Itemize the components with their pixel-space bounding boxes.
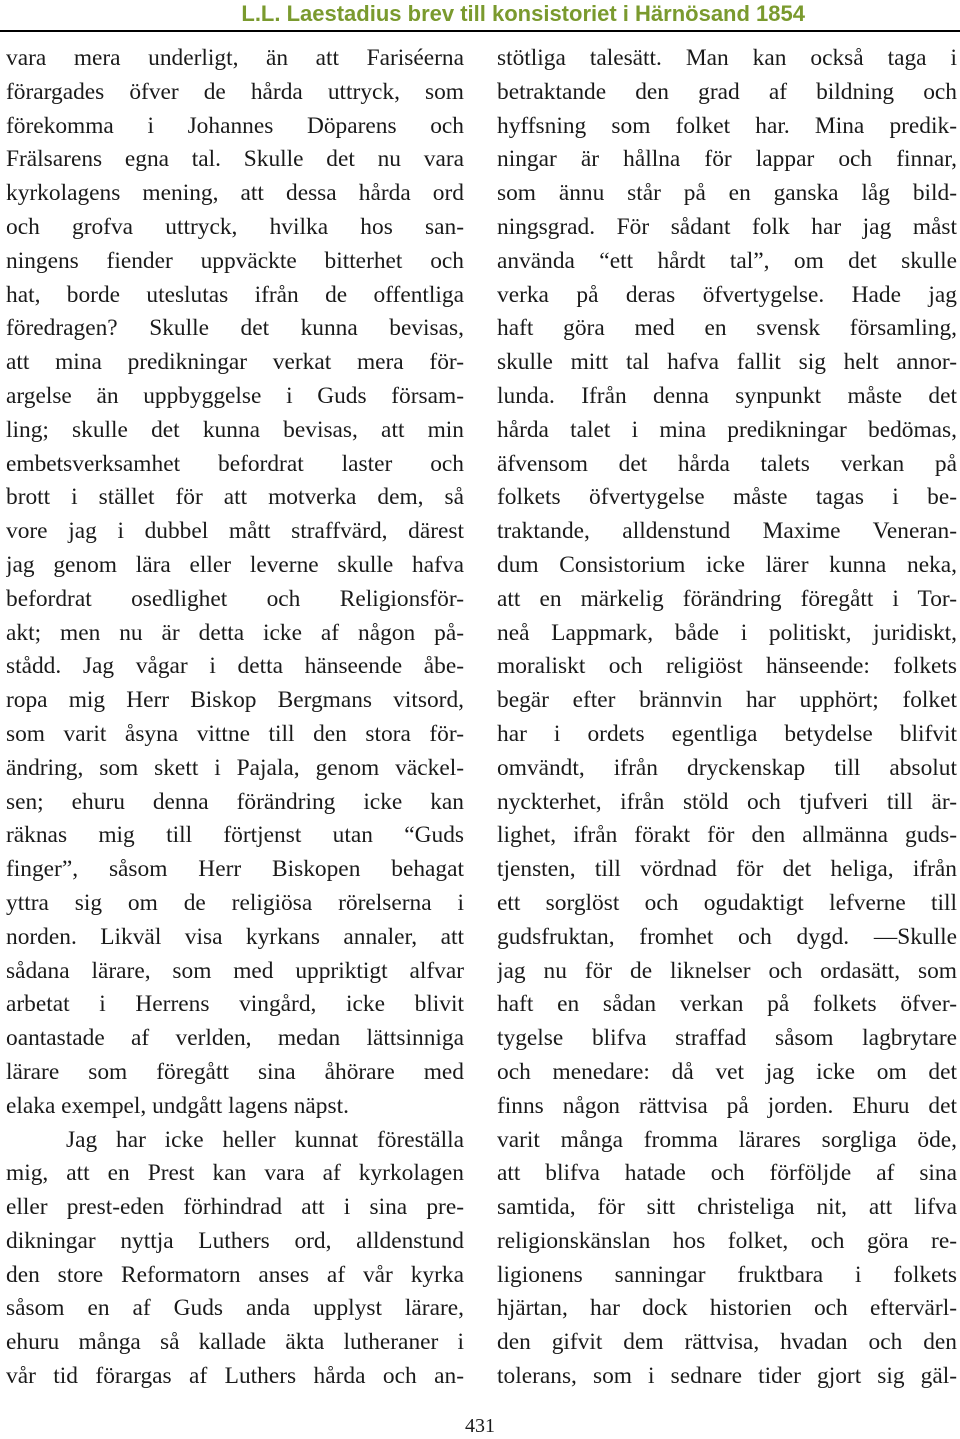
text-line: varit många fromma lärares sorgliga öde, [497,1126,957,1153]
text-line: argelse än uppbyggelse i Guds försam- [6,382,464,409]
text-line: ligionens sanningar fruktbara i folkets [497,1261,957,1288]
text-line: hårda talet i mina predikningar bedömas, [497,416,957,443]
text-line: neå Lappmark, både i politiskt, juridiskt, [497,619,957,646]
text-line: oantastade af verlden, medan lättsinniga [6,1025,464,1052]
page-number: 431 [465,1415,495,1437]
text-line: finger”, såsom Herr Biskopen behagat [6,856,464,883]
text-line: ningsgrad. För sådant folk har jag måst [497,213,957,240]
text-line: folkets öfvertygelse måste tagas i be- [497,484,957,511]
text-line: lärare som föregått sina åhörare med [6,1058,464,1085]
text-line: föredragen? Skulle det kunna bevisas, [6,315,464,342]
text-line: hjärtan, har dock historien och eftervärl- [497,1295,957,1322]
text-line: ling; skulle det kunna bevisas, att min [6,416,464,443]
text-line: elaka exempel, undgått lagens näpst. [6,1092,349,1119]
text-line: haft en sådan verkan på folkets öfver- [497,991,957,1018]
text-line: befordrat osedlighet och Religionsför- [6,585,464,612]
text-line: lighet, ifrån förakt för den allmänna guds- [497,822,957,849]
text-line: ningens fiender uppväckte bitterhet och [6,247,464,274]
text-line: tolerans, som i sednare tider gjort sig gäl- [497,1363,957,1390]
text-line: förargades öfver de hårda uttryck, som [6,78,464,105]
text-line: finns någon rättvisa på jorden. Ehuru det [497,1092,957,1119]
text-line: som ännu står på en ganska låg bild- [497,180,957,207]
text-line: vore jag i dubbel mått straffvärd, därest [6,518,464,545]
text-line: religionskänslan hos folket, och göra re- [497,1227,957,1254]
text-line: lunda. Ifrån denna synpunkt måste det [497,382,957,409]
text-line: moraliskt och religiöst hänseende: folkets [497,653,957,680]
text-line: hyffsning som folket har. Mina predik- [497,112,957,139]
text-line: dikningar nyttja Luthers ord, alldenstund [6,1227,464,1254]
text-line: tjensten, till vördnad för det heliga, ifrån [497,856,957,883]
text-line: jag genom lära eller leverne skulle hafva [6,551,464,578]
text-line: sen; ehuru denna förändring icke kan [6,788,464,815]
text-line: norden. Likväl visa kyrkans annaler, att [6,923,464,950]
text-line: den gifvit dem rättvisa, hvadan och den [497,1329,957,1356]
text-line: hat, borde uteslutas ifrån de offentliga [6,281,464,308]
text-line: som varit åsyna vittne till den stora för- [6,720,464,747]
text-line: att blifva hatade och förföljde af sina [497,1160,957,1187]
text-line: äfvensom det hårda talets verkan på [497,450,957,477]
text-line: gudsfruktan, fromhet och dygd. —Skulle [497,923,957,950]
text-line: förekomma i Johannes Döparens och [6,112,464,139]
text-line: att en märkelig förändring föregått i Tor- [497,585,957,612]
text-line: använda “ett hårdt tal”, om det skulle [497,247,957,274]
text-line: arbetat i Herrens vingård, icke blivit [6,991,464,1018]
text-line: akt; men nu är detta icke af någon på- [6,619,464,646]
text-line: stötliga talesätt. Man kan också taga i [497,45,957,71]
running-header: L.L. Laestadius brev till konsistoriet i Härnösand 1854 [0,0,960,32]
text-line: eller prest-eden förhindrad att i sina pre- [6,1194,464,1221]
text-line: skulle mitt tal hafva fallit sig helt annor- [497,349,957,376]
text-line: vår tid förargas af Luthers hårda och an- [6,1363,464,1390]
text-line: stådd. Jag vågar i detta hänseende åbe- [6,653,464,680]
text-line: brott i stället för att motverka dem, så [6,484,464,511]
text-line: haft göra med en svensk församling, [497,315,957,342]
text-line: ningar är hållna för lappar och finnar, [497,146,957,173]
text-line: tygelse blifva straffad såsom lagbrytare [497,1025,957,1052]
text-line: verka på deras öfvertygelse. Hade jag [497,281,957,308]
text-line: såsom en af Guds anda upplyst lärare, [6,1295,464,1322]
text-line: jag nu för de liknelser och ordasätt, som [497,957,957,984]
text-line: yttra sig om de religiösa rörelserna i [6,889,464,916]
text-line: sådana lärare, som med uppriktigt alfvar [6,957,464,984]
text-line: räknas mig till förtjenst utan “Guds [6,822,464,849]
text-line: dum Consistorium icke lärer kunna neka, [497,551,957,578]
text-line: den store Reformatorn anses af vår kyrka [6,1261,464,1288]
text-line: begär efter brännvin har upphört; folket [497,687,957,714]
right-text-column [497,42,957,1394]
text-line: ropa mig Herr Biskop Bergmans vitsord, [6,687,464,714]
text-line: traktande, alldenstund Maxime Veneran- [497,518,957,545]
text-line: samtida, för sitt christeliga nit, att lifva [497,1194,957,1221]
text-line: betraktande den grad af bildning och [497,78,957,105]
text-line: embetsverksamhet befordrat laster och [6,450,464,477]
text-line: vara mera underligt, än att Fariséerna [6,45,464,71]
text-line: ehuru många så kallade äkta lutheraner i [6,1329,464,1356]
text-line: och grofva uttryck, hvilka hos san- [6,213,464,240]
text-line: ett sorglöst och ogudaktigt lefverne till [497,889,957,916]
text-line: Frälsarens egna tal. Skulle det nu vara [6,146,464,173]
text-line: kyrkolagens mening, att dessa hårda ord [6,180,464,207]
text-line: Jag har icke heller kunnat föreställa [66,1126,464,1153]
text-line: omvändt, ifrån dryckenskap till absolut [497,754,957,781]
text-line: har i ordets egentliga betydelse blifvit [497,720,957,747]
left-text-column [6,42,464,1394]
text-line: och menedare: då vet jag icke om det [497,1058,957,1085]
text-line: att mina predikningar verkat mera för- [6,349,464,376]
text-line: nyckterhet, ifrån stöld och tjufveri till är- [497,788,957,815]
text-line: mig, att en Prest kan vara af kyrkolagen [6,1160,464,1187]
text-line: ändring, som skett i Pajala, genom väckel- [6,754,464,781]
